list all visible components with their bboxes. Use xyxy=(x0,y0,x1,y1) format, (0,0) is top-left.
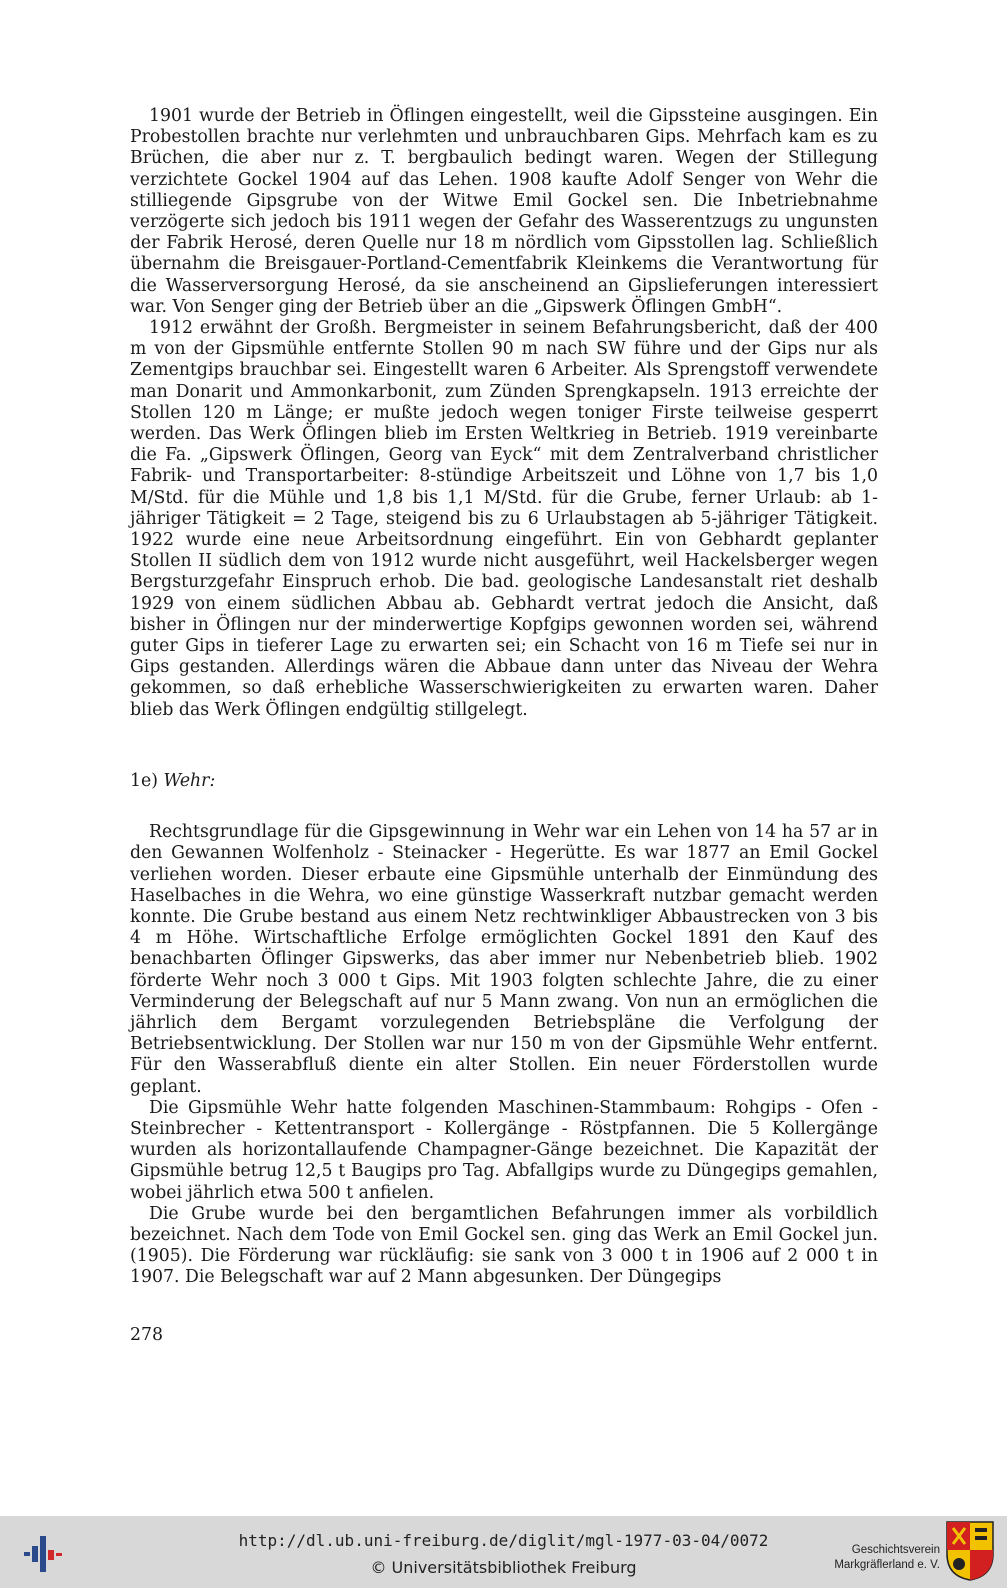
section-heading xyxy=(130,771,878,792)
page-number: 278 xyxy=(130,1325,163,1345)
paragraph: 1912 erwähnt der Großh. Bergmeister in seinem Befahrungsbericht, daß der 400 m von der Gipsmühle entfernte Stollen 90 m nach SW führe und der Gips nur als Zementgips brauchbar sei. Eingestellt waren 6 Arbeiter. Als Sprengstoff verwendete man Donarit und Ammonkarbonit, zum Zünden Sprengkapseln. 1913 erreichte der Stollen 120 m Länge; er mußte jedoch wegen toniger Firste teilweise gesperrt werden. Das Werk Öflingen blieb im Ersten Weltkrieg in Betrieb. 1919 vereinbarte die Fa. „Gipswerk Öflingen, Georg van Eyck“ mit dem Zentralverband christlicher Fabrik- und Transportarbeiter: 8-stündige Arbeitszeit und Löhne von 1,7 bis 1,0 M/Std. für die Mühle und 1,8 bis 1,1 M/Std. für die Grube, ferner Urlaub: ab 1-jähriger Tätigkeit = 2 Tage, steigend bis zu 6 Urlaubstagen ab 5-jähriger Tätigkeit. 1922 wurde eine neue Arbeitsordnung eingeführt. Ein von Gebhardt geplanter Stollen II südlich dem von 1912 wurde nicht ausgeführt, weil Hackelsberger wegen Bergsturzgefahr Einspruch erhob. Die bad. geologische Landesanstalt riet deshalb 1929 von einem südlichen Abbau ab. Gebhardt vertrat jedoch die Ansicht, daß bisher in Öflingen nur der minderwertige Kopfgips gewonnen worden sei, während guter Gips in tieferer Lage zu erwarten sei; ein Schacht von 16 m Tiefe sei nur in Gips gestanden. Allerdings wären die Abbaue dann unter das Niveau der Wehra gekommen, so daß erhebliche Wasserschwierigkeiten zu erwarten waren. Daher blieb das Werk Öflingen endgültig stillgelegt. xyxy=(130,318,878,720)
society-line: Geschichtsverein xyxy=(851,1544,940,1556)
paragraph: 1901 wurde der Betrieb in Öflingen eingestellt, weil die Gipssteine ausgingen. Ein Probestollen brachte nur verlehmten und unbrauchbaren Gips. Mehrfach kam es zu Brüchen, die aber nur z. T. bergbaulich bedingt waren. Wegen der Stillegung verzichtete Gockel 1904 auf das Lehen. 1908 kaufte Adolf Senger von Wehr die stilliegende Gipsgrube von der Witwe Emil Gockel sen. Die Inbetriebnahme verzögerte sich jedoch bis 1911 wegen der Gefahr des Wasserentzugs zu ungunsten der Fabrik Herosé, deren Quelle nur 18 m nördlich vom Gipsstollen lag. Schließlich übernahm die Breisgauer-Portland-Cementfabrik Kleinkems die Verantwortung für die Wasserversorgung Herosé, da sie anscheinend an Gipslieferungen interessiert war. Von Senger ging der Betrieb über an die „Gipswerk Öflingen GmbH“. xyxy=(130,106,878,317)
page-content xyxy=(130,106,878,1289)
paragraph: Die Grube wurde bei den bergamtlichen Befahrungen immer als vorbildlich bezeichnet. Nach dem Tode von Emil Gockel sen. ging das Werk an Emil Gockel jun. (1905). Die Förderung war rückläufig: sie sank von 3 000 t in 1906 auf 2 000 t in 1907. Die Belegschaft war auf 2 Mann abgesunken. Der Düngegips xyxy=(130,1203,878,1288)
paragraph: Die Gipsmühle Wehr hatte folgenden Maschinen-Stammbaum: Rohgips - Ofen - Steinbrecher - Kettentransport - Kollergänge - Röstpfannen. Die 5 Kollergänge wurden als horizontallaufende Champagner-Gänge bezeichnet. Die Kapazität der Gipsmühle betrug 12,5 t Baugips pro Tag. Abfallgips wurde zu Düngegips gemahlen, wobei jährlich etwa 500 t anfielen. xyxy=(130,1097,878,1203)
society-line: Markgräflerland e. V. xyxy=(834,1559,940,1571)
section-number: 1e) xyxy=(130,770,158,791)
paragraph: Rechtsgrundlage für die Gipsgewinnung in Wehr war ein Lehen von 14 ha 57 ar in den Gewannen Wolfenholz - Steinacker - Hegerütte. Es war 1877 an Emil Gockel verliehen worden. Dieser erbaute eine Gipsmühle unterhalb der Einmündung des Haselbaches in die Wehra, wo eine günstige Wasserkraft nutzbar gemacht werden konnte. Die Grube bestand aus einem Netz rechtwinkliger Abbaustrecken von 3 bis 4 m Höhe. Wirtschaftliche Erfolge ermöglichten Gockel 1891 den Kauf des benachbarten Öflinger Gipswerks, das aber immer nur Nebenbetrieb blieb. 1902 förderte Wehr noch 3 000 t Gips. Mit 1903 folgten schlechte Jahre, die zu einer Verminderung der Belegschaft auf nur 5 Mann zwang. Von nun an ermöglichen die jährlich dem Bergamt vorzulegenden Betriebspläne die Verfolgung der Betriebsentwicklung. Der Stollen war nur 150 m von der Gipsmühle Wehr entfernt. Für den Wasserabfluß diente ein alter Stollen. Ein neuer Förderstollen wurde geplant. xyxy=(130,822,878,1097)
section-spacer xyxy=(130,792,878,822)
coat-of-arms-icon xyxy=(945,1520,995,1582)
footer-society xyxy=(812,1543,940,1573)
footer-copyright: © Universitätsbibliothek Freiburg xyxy=(370,1558,637,1577)
section-title: Wehr: xyxy=(163,770,216,791)
footer-url-link[interactable]: http://dl.ub.uni-freiburg.de/diglit/mgl-1977-03-04/0072 xyxy=(238,1531,769,1550)
